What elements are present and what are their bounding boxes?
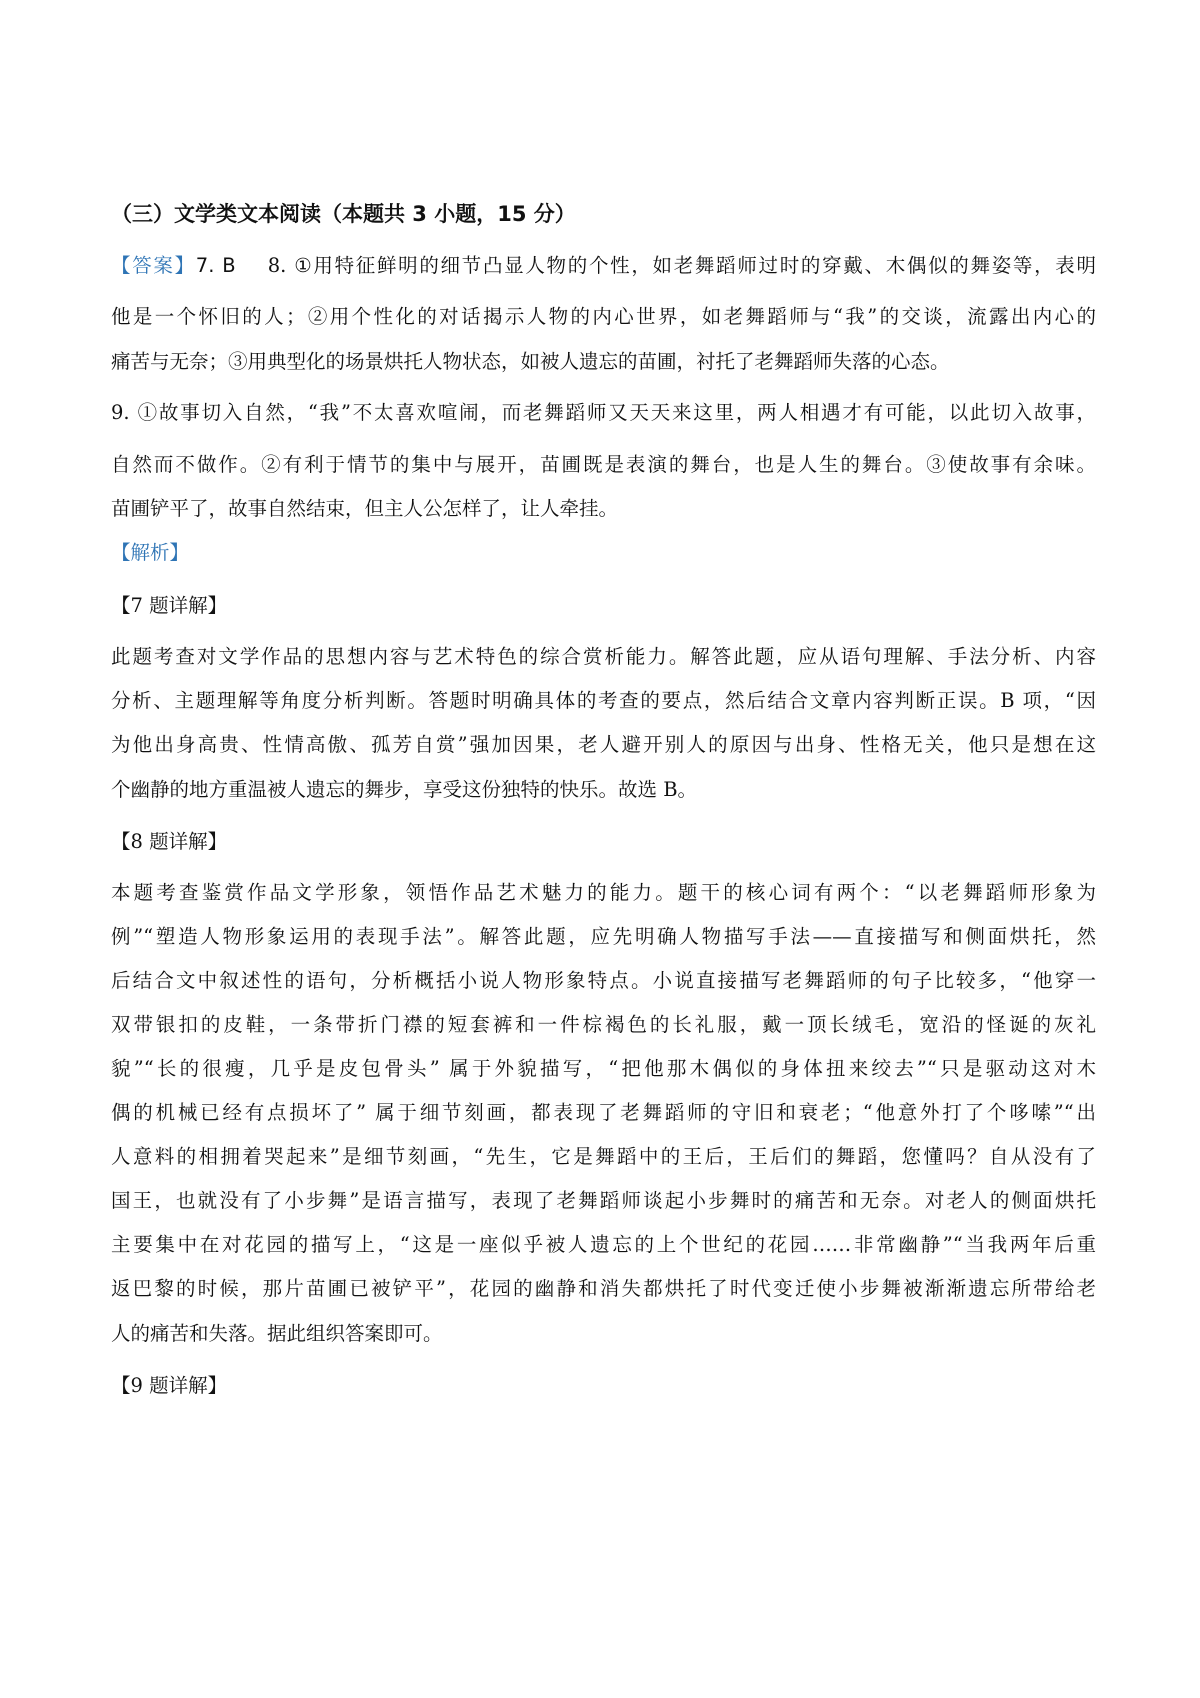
q8-detail-line: 貌”“长的很瘦，几乎是皮包骨头” 属于外貌描写，“把他那木偶似的身体扭来绞去”“只是驱动这对木 <box>111 1057 1096 1080</box>
answer-tag: 【答案】 <box>111 254 196 277</box>
q8-detail-heading: 【8 题详解】 <box>111 830 228 853</box>
answer-q7: 7. B <box>195 254 236 277</box>
answer-q9-line: 苗圃铲平了，故事自然结束，但主人公怎样了，让人牵挂。 <box>111 497 619 520</box>
q8-detail-line: 例”“塑造人物形象运用的表现手法”。解答此题，应先明确人物描写手法——直接描写和侧面烘托，然 <box>111 925 1096 948</box>
answer-line-1 <box>111 256 1096 276</box>
q9-detail-heading: 【9 题详解】 <box>111 1374 228 1397</box>
answer-q8-line: 他是一个怀旧的人；②用个性化的对话揭示人物的内心世界，如老舞蹈师与“我”的交谈，流露出内心的 <box>111 305 1096 328</box>
q8-detail-line: 人意料的相拥着哭起来”是细节刻画，“先生，它是舞蹈中的王后，王后们的舞蹈，您懂吗？自从没有了 <box>111 1145 1096 1168</box>
q8-detail-line: 偶的机械已经有点损坏了” 属于细节刻画，都表现了老舞蹈师的守旧和衰老；“他意外打了个哆嗦”“出 <box>111 1101 1096 1124</box>
q7-detail-line: 此题考查对文学作品的思想内容与艺术特色的综合赏析能力。解答此题，应从语句理解、手法分析、内容 <box>111 645 1096 668</box>
q7-detail-heading: 【7 题详解】 <box>111 594 228 617</box>
answer-q9-line: 9. ①故事切入自然，“我”不太喜欢喧闹，而老舞蹈师又天天来这里，两人相遇才有可能，以此切入故事， <box>111 401 1096 424</box>
q7-detail-line: 为他出身高贵、性情高傲、孤芳自赏”强加因果，老人避开别人的原因与出身、性格无关，他只是想在这 <box>111 733 1096 756</box>
answer-q9-line: 自然而不做作。②有利于情节的集中与展开，苗圃既是表演的舞台，也是人生的舞台。③使故事有余味。 <box>111 453 1096 476</box>
q8-detail-line: 主要集中在对花园的描写上，“这是一座似乎被人遗忘的上个世纪的花园……非常幽静”“当我两年后重 <box>111 1233 1096 1256</box>
answer-q8-line: 痛苦与无奈；③用典型化的场景烘托人物状态，如被人遗忘的苗圃，衬托了老舞蹈师失落的心态。 <box>111 350 950 373</box>
q8-detail-line: 本题考查鉴赏作品文学形象，领悟作品艺术魅力的能力。题干的核心词有两个：“以老舞蹈师形象为 <box>111 881 1096 904</box>
q8-detail-line: 人的痛苦和失落。据此组织答案即可。 <box>111 1322 443 1345</box>
q8-detail-line: 返巴黎的时候，那片苗圃已被铲平”，花园的幽静和消失都烘托了时代变迁使小步舞被渐渐遗忘所带给老 <box>111 1277 1096 1300</box>
answer-q8-line: 8. ①用特征鲜明的细节凸显人物的个性，如老舞蹈师过时的穿戴、木偶似的舞姿等，表明 <box>267 254 1096 277</box>
q7-detail-line: 分析、主题理解等角度分析判断。答题时明确具体的考查的要点，然后结合文章内容判断正误。B 项，“因 <box>111 689 1096 712</box>
analysis-tag: 【解析】 <box>111 541 190 564</box>
q7-detail-line: 个幽静的地方重温被人遗忘的舞步，享受这份独特的快乐。故选 B。 <box>111 778 698 801</box>
q8-detail-line: 双带银扣的皮鞋，一条带折门襟的短套裤和一件棕褐色的长礼服，戴一顶长绒毛，宽沿的怪诞的灰礼 <box>111 1013 1096 1036</box>
q8-detail-line: 后结合文中叙述性的语句，分析概括小说人物形象特点。小说直接描写老舞蹈师的句子比较多，“他穿一 <box>111 969 1096 992</box>
section-heading: （三）文学类文本阅读（本题共 3 小题，15 分） <box>111 202 576 226</box>
q8-detail-line: 国王，也就没有了小步舞”是语言描写，表现了老舞蹈师谈起小步舞时的痛苦和无奈。对老人的侧面烘托 <box>111 1189 1096 1212</box>
